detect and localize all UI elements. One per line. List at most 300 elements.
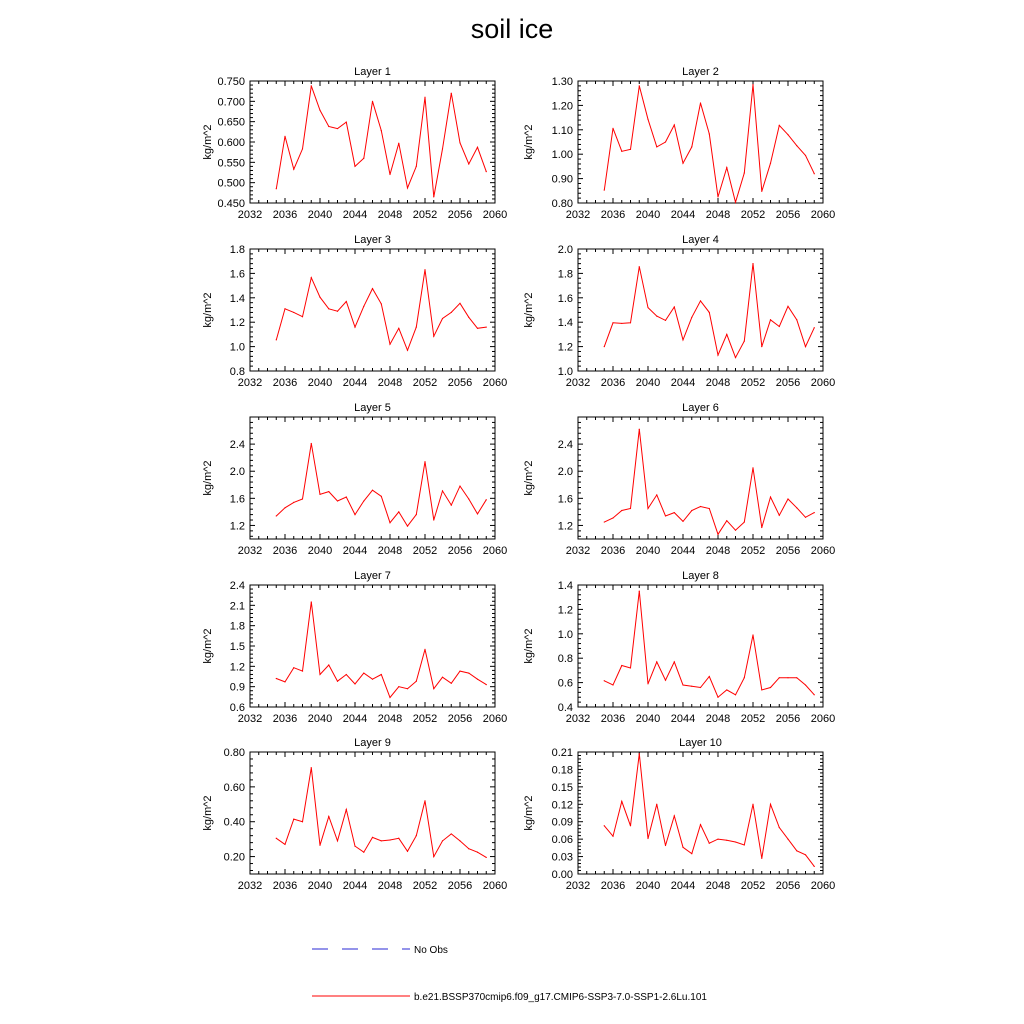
data-point: [293, 819, 294, 820]
data-point: [717, 697, 718, 698]
data-point: [433, 336, 434, 337]
y-tick-label: 1.10: [551, 124, 573, 137]
x-tick-label: 2056: [447, 545, 473, 557]
data-point: [337, 311, 338, 312]
data-point: [717, 196, 718, 197]
data-point: [691, 146, 692, 147]
data-point: [459, 670, 460, 671]
data-point: [389, 344, 390, 345]
plot-frame: [578, 81, 823, 203]
y-axis-label: kg/m^2: [523, 628, 535, 664]
data-point: [302, 498, 303, 499]
data-point: [814, 512, 815, 513]
data-point: [337, 840, 338, 841]
data-point: [459, 486, 460, 487]
data-point: [389, 839, 390, 840]
x-tick-label: 2056: [447, 377, 473, 389]
x-tick-label: 2060: [810, 880, 836, 892]
data-point: [700, 824, 701, 825]
x-tick-label: 2040: [307, 377, 333, 389]
data-point: [433, 688, 434, 689]
data-point: [665, 515, 666, 516]
data-point: [665, 680, 666, 681]
x-tick-label: 2036: [600, 377, 626, 389]
series-line: [604, 591, 814, 697]
x-tick-label: 2052: [412, 545, 438, 557]
data-point: [682, 684, 683, 685]
data-point: [796, 319, 797, 320]
data-point: [354, 166, 355, 167]
y-axis-label: kg/m^2: [202, 460, 214, 496]
data-point: [761, 191, 762, 192]
y-tick-label: 2.4: [229, 439, 245, 452]
data-point: [389, 174, 390, 175]
series-line: [604, 429, 814, 534]
data-point: [787, 134, 788, 135]
data-point: [284, 136, 285, 137]
data-point: [612, 517, 613, 518]
x-tick-label: 2040: [307, 713, 333, 725]
data-point: [630, 322, 631, 323]
data-point: [752, 804, 753, 805]
x-tick-label: 2060: [482, 880, 508, 892]
y-tick-label: 1.6: [557, 493, 573, 506]
data-point: [674, 124, 675, 125]
chart-layer-10: [523, 737, 835, 892]
data-point: [805, 346, 806, 347]
data-point: [656, 316, 657, 317]
data-point: [319, 674, 320, 675]
data-point: [398, 143, 399, 144]
data-point: [744, 521, 745, 522]
chart-layer-2: [523, 66, 835, 221]
data-point: [354, 326, 355, 327]
x-tick-label: 2056: [775, 713, 801, 725]
data-point: [604, 825, 605, 826]
y-tick-label: 1.5: [229, 641, 245, 653]
data-point: [726, 167, 727, 168]
data-point: [744, 341, 745, 342]
y-tick-label: 2.0: [557, 244, 573, 256]
data-point: [735, 202, 736, 203]
data-point: [726, 689, 727, 690]
x-tick-label: 2040: [635, 880, 661, 892]
data-point: [787, 677, 788, 678]
data-point: [604, 189, 605, 190]
data-point: [363, 500, 364, 501]
x-tick-label: 2056: [447, 713, 473, 725]
data-point: [630, 825, 631, 826]
x-tick-label: 2052: [412, 209, 438, 221]
data-point: [398, 328, 399, 329]
x-tick-label: 2036: [600, 545, 626, 557]
data-point: [451, 833, 452, 834]
panel-title: Layer 3: [354, 234, 391, 246]
x-tick-label: 2032: [565, 880, 591, 892]
data-point: [752, 263, 753, 264]
y-tick-label: 1.2: [557, 604, 573, 617]
y-tick-label: 0.20: [223, 851, 245, 864]
x-tick-label: 2044: [670, 545, 696, 557]
data-point: [416, 835, 417, 836]
data-point: [477, 852, 478, 853]
x-tick-label: 2044: [670, 377, 696, 389]
legend-label-no-obs: No Obs: [414, 945, 448, 956]
y-axis-label: kg/m^2: [202, 124, 214, 160]
y-tick-label: 0.6: [557, 677, 573, 690]
x-tick-label: 2032: [565, 713, 591, 725]
plot-frame: [250, 417, 495, 539]
data-point: [407, 350, 408, 351]
data-point: [276, 678, 277, 679]
data-point: [459, 303, 460, 304]
x-tick-label: 2056: [775, 377, 801, 389]
data-point: [284, 681, 285, 682]
data-point: [647, 838, 648, 839]
y-tick-label: 1.6: [557, 292, 573, 305]
x-tick-label: 2060: [810, 713, 836, 725]
x-tick-label: 2036: [600, 713, 626, 725]
chart-layer-8: [523, 570, 835, 725]
data-point: [433, 196, 434, 197]
x-tick-label: 2052: [412, 377, 438, 389]
x-tick-label: 2060: [482, 713, 508, 725]
data-point: [284, 507, 285, 508]
data-point: [691, 317, 692, 318]
data-point: [779, 326, 780, 327]
data-point: [752, 84, 753, 85]
data-point: [398, 511, 399, 512]
y-tick-label: 1.8: [229, 244, 245, 256]
y-tick-label: 0.4: [557, 702, 573, 714]
y-tick-label: 0.500: [217, 177, 245, 190]
data-point: [311, 443, 312, 444]
data-point: [805, 517, 806, 518]
y-tick-label: 1.0: [229, 341, 245, 354]
y-tick-label: 0.90: [551, 173, 573, 186]
data-point: [363, 306, 364, 307]
x-tick-label: 2040: [307, 880, 333, 892]
x-tick-label: 2052: [740, 545, 766, 557]
x-tick-label: 2044: [342, 209, 368, 221]
x-tick-label: 2048: [705, 377, 731, 389]
data-point: [486, 326, 487, 327]
x-tick-label: 2048: [705, 545, 731, 557]
x-tick-label: 2060: [810, 545, 836, 557]
data-point: [805, 155, 806, 156]
data-point: [621, 151, 622, 152]
chart-layer-6: [523, 402, 835, 557]
chart-layer-4: [523, 234, 835, 389]
data-point: [630, 149, 631, 150]
x-tick-label: 2032: [565, 377, 591, 389]
data-point: [442, 840, 443, 841]
y-tick-label: 0.550: [217, 157, 245, 170]
x-tick-label: 2036: [600, 209, 626, 221]
data-point: [744, 172, 745, 173]
data-point: [468, 317, 469, 318]
data-point: [612, 836, 613, 837]
x-tick-label: 2056: [447, 880, 473, 892]
y-tick-label: 1.0: [557, 366, 573, 378]
data-point: [442, 318, 443, 319]
data-point: [372, 288, 373, 289]
data-point: [346, 809, 347, 810]
panel-title: Layer 6: [682, 402, 719, 414]
x-tick-label: 2032: [237, 713, 263, 725]
data-point: [770, 163, 771, 164]
y-tick-label: 0.9: [229, 681, 245, 694]
x-tick-label: 2056: [775, 880, 801, 892]
x-tick-label: 2060: [482, 209, 508, 221]
data-point: [761, 346, 762, 347]
x-tick-label: 2048: [377, 713, 403, 725]
y-tick-label: 1.20: [551, 100, 573, 113]
y-tick-label: 0.06: [551, 834, 573, 847]
data-point: [656, 494, 657, 495]
y-tick-label: 1.2: [557, 341, 573, 354]
data-point: [407, 851, 408, 852]
data-point: [726, 334, 727, 335]
y-tick-label: 0.80: [223, 747, 245, 759]
data-point: [372, 679, 373, 680]
data-point: [389, 522, 390, 523]
data-point: [779, 827, 780, 828]
data-point: [328, 816, 329, 817]
data-point: [621, 801, 622, 802]
data-point: [656, 146, 657, 147]
data-point: [442, 490, 443, 491]
series-line: [276, 768, 486, 858]
series-line: [276, 602, 486, 698]
data-point: [363, 673, 364, 674]
data-point: [647, 119, 648, 120]
x-tick-label: 2044: [342, 880, 368, 892]
data-point: [276, 188, 277, 189]
x-tick-label: 2056: [447, 209, 473, 221]
data-point: [647, 508, 648, 509]
x-tick-label: 2052: [740, 209, 766, 221]
data-point: [761, 689, 762, 690]
panel-title: Layer 5: [354, 402, 391, 414]
data-point: [665, 320, 666, 321]
data-point: [346, 121, 347, 122]
x-tick-label: 2048: [705, 713, 731, 725]
y-tick-label: 1.2: [229, 520, 245, 533]
data-point: [337, 681, 338, 682]
x-tick-label: 2044: [342, 377, 368, 389]
data-point: [372, 490, 373, 491]
data-point: [735, 841, 736, 842]
y-tick-label: 2.1: [229, 600, 245, 613]
y-tick-label: 1.4: [229, 292, 245, 305]
series-line: [604, 85, 814, 203]
panel-title: Layer 9: [354, 737, 391, 749]
x-tick-label: 2052: [740, 880, 766, 892]
y-tick-label: 1.6: [229, 268, 245, 281]
x-tick-label: 2040: [635, 209, 661, 221]
data-point: [451, 312, 452, 313]
y-tick-label: 0.8: [229, 366, 245, 378]
data-point: [293, 312, 294, 313]
x-tick-label: 2060: [810, 209, 836, 221]
data-point: [486, 171, 487, 172]
data-point: [612, 684, 613, 685]
data-point: [770, 496, 771, 497]
data-point: [770, 319, 771, 320]
data-point: [814, 327, 815, 328]
data-point: [372, 837, 373, 838]
data-point: [407, 526, 408, 527]
data-point: [319, 110, 320, 111]
data-point: [451, 683, 452, 684]
data-point: [354, 514, 355, 515]
data-point: [442, 677, 443, 678]
data-point: [700, 687, 701, 688]
y-tick-label: 0.650: [217, 116, 245, 129]
data-point: [486, 857, 487, 858]
data-point: [337, 128, 338, 129]
data-point: [735, 530, 736, 531]
y-tick-label: 0.600: [217, 137, 245, 149]
data-point: [761, 858, 762, 859]
y-tick-label: 1.8: [557, 268, 573, 281]
data-point: [416, 166, 417, 167]
x-tick-label: 2032: [237, 545, 263, 557]
series-line: [276, 443, 486, 526]
x-tick-label: 2036: [272, 209, 298, 221]
y-axis-label: kg/m^2: [523, 292, 535, 328]
data-point: [647, 683, 648, 684]
y-tick-label: 0.60: [223, 781, 245, 794]
y-tick-label: 0.700: [217, 96, 245, 109]
data-point: [381, 496, 382, 497]
data-point: [682, 339, 683, 340]
data-point: [372, 101, 373, 102]
y-tick-label: 0.21: [551, 747, 573, 759]
y-tick-label: 0.18: [551, 764, 573, 777]
x-tick-label: 2060: [482, 377, 508, 389]
x-tick-label: 2040: [635, 377, 661, 389]
y-tick-label: 1.4: [557, 580, 573, 592]
data-point: [612, 128, 613, 129]
plot-frame: [250, 585, 495, 707]
x-tick-label: 2044: [670, 713, 696, 725]
x-tick-label: 2036: [272, 713, 298, 725]
y-tick-label: 1.2: [557, 520, 573, 533]
data-point: [691, 686, 692, 687]
data-point: [276, 515, 277, 516]
data-point: [665, 141, 666, 142]
x-tick-label: 2044: [670, 880, 696, 892]
x-tick-label: 2032: [237, 377, 263, 389]
data-point: [674, 661, 675, 662]
data-point: [779, 515, 780, 516]
data-point: [674, 815, 675, 816]
y-axis-label: kg/m^2: [523, 124, 535, 160]
x-tick-label: 2052: [412, 713, 438, 725]
data-point: [319, 494, 320, 495]
x-tick-label: 2036: [600, 880, 626, 892]
y-tick-label: 0.40: [223, 816, 245, 829]
data-point: [682, 847, 683, 848]
x-tick-label: 2060: [482, 545, 508, 557]
data-point: [770, 687, 771, 688]
data-point: [639, 753, 640, 754]
x-tick-label: 2056: [775, 545, 801, 557]
data-point: [311, 277, 312, 278]
series-line: [276, 86, 486, 197]
data-point: [665, 845, 666, 846]
data-point: [363, 158, 364, 159]
x-tick-label: 2060: [810, 377, 836, 389]
legend-label-model: b.e21.BSSP370cmip6.f09_g17.CMIP6-SSP3-7.0-SSP1-2.6Lu.101: [414, 992, 707, 1003]
data-point: [639, 591, 640, 592]
data-point: [424, 269, 425, 270]
data-point: [612, 322, 613, 323]
panel-title: Layer 4: [682, 234, 719, 246]
data-point: [735, 357, 736, 358]
data-point: [674, 306, 675, 307]
x-tick-label: 2040: [635, 713, 661, 725]
data-point: [709, 133, 710, 134]
panel-title: Layer 8: [682, 570, 719, 582]
data-point: [717, 839, 718, 840]
x-tick-label: 2032: [565, 545, 591, 557]
data-point: [407, 187, 408, 188]
data-point: [805, 684, 806, 685]
data-point: [477, 147, 478, 148]
data-point: [744, 844, 745, 845]
data-point: [398, 838, 399, 839]
x-tick-label: 2048: [377, 545, 403, 557]
y-axis-label: kg/m^2: [202, 795, 214, 831]
data-point: [346, 301, 347, 302]
data-point: [752, 634, 753, 635]
data-point: [735, 694, 736, 695]
x-tick-label: 2052: [412, 880, 438, 892]
panel-title: Layer 1: [354, 66, 391, 78]
data-point: [424, 97, 425, 98]
data-point: [381, 840, 382, 841]
y-tick-label: 0.09: [551, 816, 573, 829]
x-tick-label: 2032: [237, 209, 263, 221]
y-tick-label: 1.8: [229, 620, 245, 633]
y-tick-label: 0.6: [229, 702, 245, 714]
data-point: [424, 461, 425, 462]
data-point: [468, 163, 469, 164]
data-point: [796, 507, 797, 508]
data-point: [407, 688, 408, 689]
y-axis-label: kg/m^2: [523, 795, 535, 831]
y-axis-label: kg/m^2: [523, 460, 535, 496]
series-line: [276, 270, 486, 351]
data-point: [700, 506, 701, 507]
data-point: [630, 667, 631, 668]
x-tick-label: 2048: [377, 880, 403, 892]
data-point: [468, 848, 469, 849]
data-point: [787, 839, 788, 840]
y-tick-label: 1.4: [557, 317, 573, 330]
panel-title: Layer 2: [682, 66, 719, 78]
data-point: [416, 326, 417, 327]
x-tick-label: 2032: [237, 880, 263, 892]
data-point: [779, 125, 780, 126]
data-point: [709, 676, 710, 677]
data-point: [682, 521, 683, 522]
data-point: [381, 674, 382, 675]
data-point: [621, 323, 622, 324]
